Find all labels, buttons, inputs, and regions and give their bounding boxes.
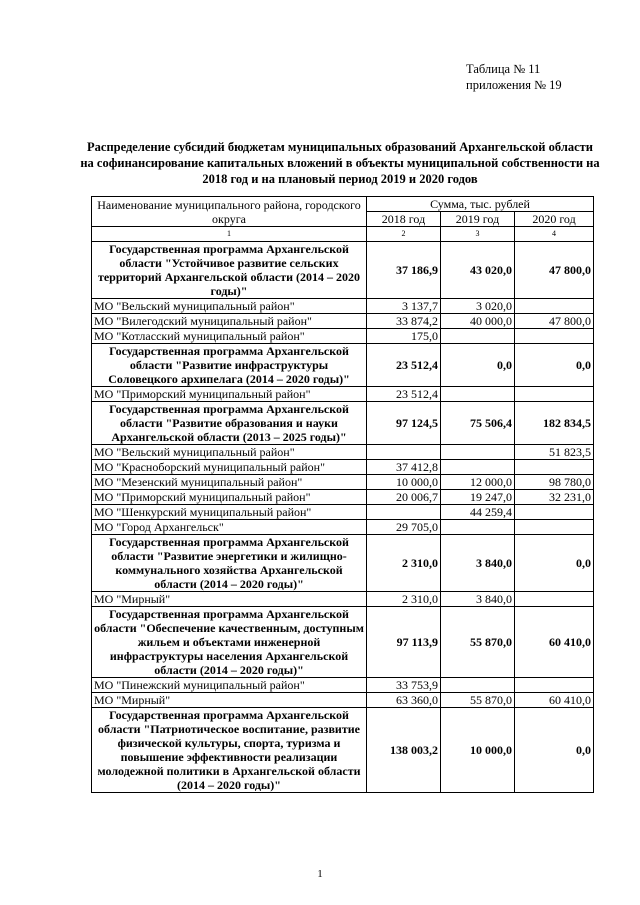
program-name: Государственная программа Архангельской области "Развитие энергетики и жилищно-коммунального хозяйства Архангельской области (2014 – 2020 годы)" <box>92 535 367 592</box>
program-row <box>92 607 594 678</box>
amount-2019 <box>441 520 515 535</box>
amount-2019 <box>441 678 515 693</box>
program-name: Государственная программа Архангельской области "Развитие инфраструктуры Соловецкого архипелага (2014 – 2020 годы)" <box>92 344 367 387</box>
program-row <box>92 242 594 299</box>
amount-2018: 33 874,2 <box>367 314 441 329</box>
column-header-name: Наименование муниципального района, городского округа <box>92 197 367 227</box>
municipality-row <box>92 678 594 693</box>
amount-2018: 97 113,9 <box>367 607 441 678</box>
amount-2019: 3 840,0 <box>441 592 515 607</box>
column-index-4: 4 <box>515 227 594 242</box>
amount-2020: 32 231,0 <box>515 490 594 505</box>
amount-2020: 51 823,5 <box>515 445 594 460</box>
municipality-name: МО "Мирный" <box>92 693 367 708</box>
amount-2020: 47 800,0 <box>515 242 594 299</box>
amount-2019: 75 506,4 <box>441 402 515 445</box>
amount-2018: 37 412,8 <box>367 460 441 475</box>
amount-2019 <box>441 460 515 475</box>
amount-2018: 23 512,4 <box>367 387 441 402</box>
municipality-name: МО "Шенкурский муниципальный район" <box>92 505 367 520</box>
amount-2018: 97 124,5 <box>367 402 441 445</box>
amount-2019: 3 020,0 <box>441 299 515 314</box>
amount-2019: 12 000,0 <box>441 475 515 490</box>
subsidy-table <box>91 196 594 793</box>
municipality-row <box>92 387 594 402</box>
amount-2019 <box>441 387 515 402</box>
amount-2018: 20 006,7 <box>367 490 441 505</box>
document-title: Распределение субсидий бюджетам муниципальных образований Архангельской области на софинансирование капитальных вложений в объекты муниципальной собственности на 2018 год и на плановый период 2019 и 2020 годов <box>80 140 600 186</box>
column-header-sum: Сумма, тыс. рублей <box>367 197 594 212</box>
municipality-name: МО "Котласский муниципальный район" <box>92 329 367 344</box>
municipality-row <box>92 693 594 708</box>
amount-2018: 63 360,0 <box>367 693 441 708</box>
amount-2019 <box>441 329 515 344</box>
amount-2020: 182 834,5 <box>515 402 594 445</box>
amount-2020: 60 410,0 <box>515 607 594 678</box>
amount-2020: 60 410,0 <box>515 693 594 708</box>
municipality-name: МО "Пинежский муниципальный район" <box>92 678 367 693</box>
column-header-2019: 2019 год <box>441 212 515 227</box>
municipality-row <box>92 299 594 314</box>
program-name: Государственная программа Архангельской области "Развитие образования и науки Архангельской области (2013 – 2025 годы)" <box>92 402 367 445</box>
municipality-name: МО "Город Архангельск" <box>92 520 367 535</box>
column-index-2: 2 <box>367 227 441 242</box>
amount-2020 <box>515 299 594 314</box>
municipality-row <box>92 329 594 344</box>
page-number: 1 <box>317 868 323 880</box>
amount-2018: 3 137,7 <box>367 299 441 314</box>
table-body <box>92 242 594 793</box>
amount-2019: 10 000,0 <box>441 708 515 793</box>
municipality-name: МО "Мирный" <box>92 592 367 607</box>
municipality-row <box>92 445 594 460</box>
column-header-2020: 2020 год <box>515 212 594 227</box>
amount-2020: 0,0 <box>515 708 594 793</box>
table-number: Таблица № 11 <box>466 62 541 76</box>
amount-2018: 175,0 <box>367 329 441 344</box>
amount-2020: 0,0 <box>515 535 594 592</box>
municipality-name: МО "Приморский муниципальный район" <box>92 387 367 402</box>
amount-2019: 0,0 <box>441 344 515 387</box>
amount-2018 <box>367 445 441 460</box>
amount-2019: 55 870,0 <box>441 693 515 708</box>
amount-2020 <box>515 592 594 607</box>
municipality-name: МО "Приморский муниципальный район" <box>92 490 367 505</box>
amount-2019: 19 247,0 <box>441 490 515 505</box>
table-reference <box>466 61 562 93</box>
municipality-name: МО "Красноборский муниципальный район" <box>92 460 367 475</box>
amount-2020 <box>515 520 594 535</box>
amount-2018: 23 512,4 <box>367 344 441 387</box>
amount-2018: 37 186,9 <box>367 242 441 299</box>
amount-2019: 44 259,4 <box>441 505 515 520</box>
amount-2018: 2 310,0 <box>367 535 441 592</box>
municipality-row <box>92 520 594 535</box>
program-name: Государственная программа Архангельской области "Устойчивое развитие сельских территорий Архангельской области (2014 – 2020 годы)" <box>92 242 367 299</box>
program-row <box>92 535 594 592</box>
program-name: Государственная программа Архангельской области "Патриотическое воспитание, развитие физической культуры, спорта, туризма и повышение эффективности реализации молодежной политики в Архангельской области (2014 – 2020 годы)" <box>92 708 367 793</box>
program-row <box>92 402 594 445</box>
amount-2020 <box>515 678 594 693</box>
municipality-name: МО "Вельский муниципальный район" <box>92 445 367 460</box>
appendix-number: приложения № 19 <box>466 78 562 92</box>
amount-2019: 40 000,0 <box>441 314 515 329</box>
amount-2018: 29 705,0 <box>367 520 441 535</box>
amount-2020 <box>515 505 594 520</box>
column-index-1: 1 <box>92 227 367 242</box>
municipality-row <box>92 505 594 520</box>
program-name: Государственная программа Архангельской области "Обеспечение качественным, доступным жильем и объектами инженерной инфраструктуры населения Архангельской области (2014 – 2020 годы)" <box>92 607 367 678</box>
amount-2019 <box>441 445 515 460</box>
amount-2020 <box>515 329 594 344</box>
amount-2018: 10 000,0 <box>367 475 441 490</box>
municipality-row <box>92 460 594 475</box>
amount-2020: 47 800,0 <box>515 314 594 329</box>
municipality-row <box>92 314 594 329</box>
program-row <box>92 344 594 387</box>
municipality-row <box>92 490 594 505</box>
amount-2020 <box>515 460 594 475</box>
amount-2019: 3 840,0 <box>441 535 515 592</box>
column-header-2018: 2018 год <box>367 212 441 227</box>
amount-2020 <box>515 387 594 402</box>
amount-2018: 33 753,9 <box>367 678 441 693</box>
program-row <box>92 708 594 793</box>
municipality-row <box>92 592 594 607</box>
amount-2018: 2 310,0 <box>367 592 441 607</box>
amount-2019: 43 020,0 <box>441 242 515 299</box>
amount-2019: 55 870,0 <box>441 607 515 678</box>
amount-2020: 98 780,0 <box>515 475 594 490</box>
column-index-3: 3 <box>441 227 515 242</box>
municipality-row <box>92 475 594 490</box>
municipality-name: МО "Вилегодский муниципальный район" <box>92 314 367 329</box>
amount-2018 <box>367 505 441 520</box>
amount-2020: 0,0 <box>515 344 594 387</box>
municipality-name: МО "Вельский муниципальный район" <box>92 299 367 314</box>
municipality-name: МО "Мезенский муниципальный район" <box>92 475 367 490</box>
amount-2018: 138 003,2 <box>367 708 441 793</box>
